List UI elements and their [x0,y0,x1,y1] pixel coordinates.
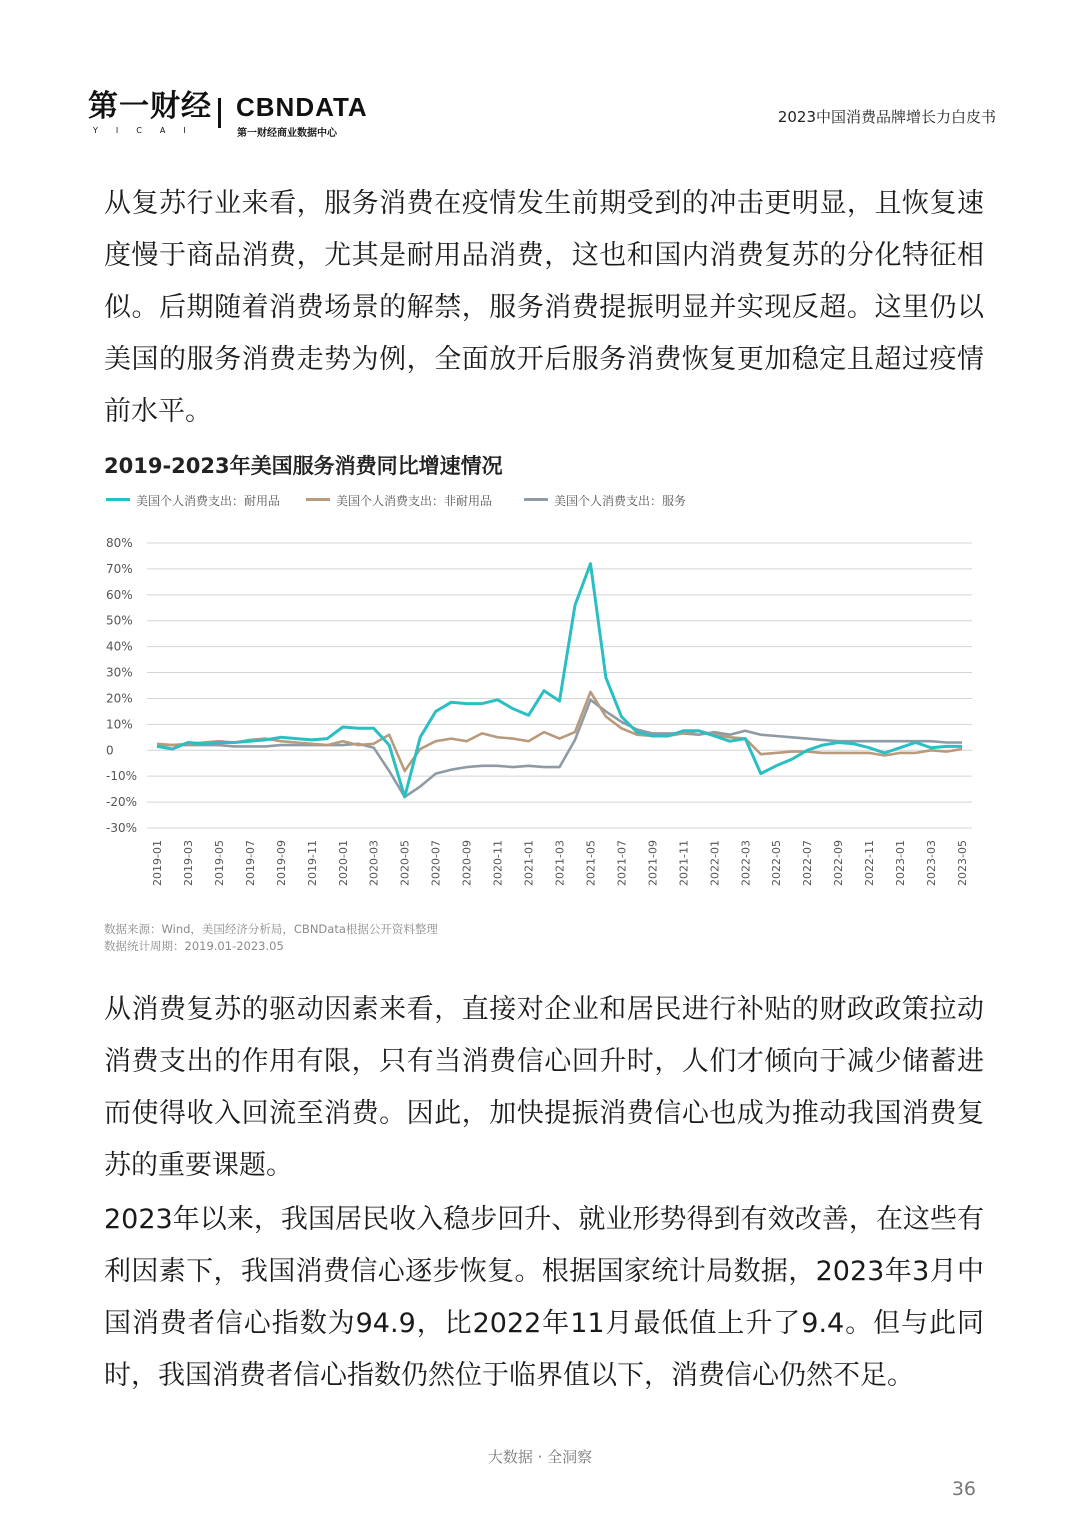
x-tick-label: 2023-03 [925,840,939,886]
x-tick-label: 2022-05 [770,840,784,886]
legend-label-nondurable: 美国个人消费支出：非耐用品 [336,494,493,508]
x-tick-label: 2022-07 [801,840,815,886]
yicai-logo: 第一财经 [88,89,212,124]
x-tick-label: 2019-07 [243,840,257,886]
y-tick-label: -30% [106,821,138,835]
paragraph-confidence: 2023年以来，我国居民收入稳步回升、就业形势得到有效改善，在这些有利因素下，我国消费信心逐步恢复。根据国家统计局数据，2023年3月中国消费者信心指数为94.9，比2022年11月最低值上升了9.4。但与此同时，我国消费者信心指数仍然位于临界值以下，消费信心仍然不足。 [104,1204,984,1391]
chart-source [104,921,438,955]
x-tick-label: 2021-03 [553,840,567,886]
paragraph-drivers: 从消费复苏的驱动因素来看，直接对企业和居民进行补贴的财政政策拉动消费支出的作用有限，只有当消费信心回升时，人们才倾向于减少储蓄进而使得收入回流至消费。因此，加快提振消费信心也成为推动我国消费复苏的重要课题。 [104,994,984,1181]
cbndata-logo-subtitle: 第一财经商业数据中心 [237,128,337,139]
legend-item-durable [106,492,280,509]
chart-title: 2019-2023年美国服务消费同比增速情况 [104,454,503,478]
x-tick-label: 2019-05 [212,840,226,886]
cbndata-logo: CBNDATA [236,92,368,122]
x-tick-label: 2020-07 [429,840,443,886]
legend-item-nondurable [306,492,492,509]
legend-item-services [524,492,686,509]
x-tick-label: 2021-09 [646,840,660,886]
x-tick-label: 2019-03 [181,840,195,886]
x-tick-label: 2019-09 [274,840,288,886]
page-number: 36 [951,1478,976,1500]
y-tick-label: 50% [106,613,133,628]
series-line-services [157,700,962,797]
x-tick-label: 2022-11 [863,840,877,886]
x-tick-label: 2021-07 [615,840,629,886]
y-tick-label: 40% [106,639,133,654]
x-tick-label: 2019-01 [151,840,164,886]
y-tick-label: 10% [106,717,133,732]
y-tick-label: -20% [106,795,138,810]
x-tick-label: 2021-11 [677,840,691,886]
period-line: 数据统计周期：2019.01-2023.05 [104,939,284,953]
x-tick-label: 2022-03 [739,840,753,886]
yicai-logo-subtitle: YICAI [93,126,204,135]
x-tick-label: 2020-01 [336,840,350,886]
legend-swatch-services [524,498,548,501]
logo-divider [218,98,221,128]
y-tick-label: 70% [106,561,133,576]
legend-label-durable: 美国个人消费支出：耐用品 [136,494,281,508]
x-tick-label: 2022-01 [708,840,722,886]
legend-swatch-nondurable [306,498,330,501]
x-tick-label: 2022-09 [832,840,846,886]
y-tick-label: 0 [106,743,114,758]
footer-tagline: 大数据 · 全洞察 [487,1448,593,1466]
legend-swatch-durable [106,498,130,501]
y-tick-label: 30% [106,665,133,680]
x-tick-label: 2023-01 [894,840,908,886]
legend-label-services: 美国个人消费支出：服务 [554,494,687,508]
document-title: 2023中国消费品牌增长力白皮书 [777,108,996,126]
y-tick-label: -10% [106,769,138,784]
x-tick-label: 2020-03 [367,840,381,886]
x-tick-label: 2023-05 [956,840,969,886]
y-tick-label: 80% [106,536,133,550]
x-tick-label: 2019-11 [305,840,319,886]
x-tick-label: 2020-05 [398,840,412,886]
series-line-durable [157,564,962,797]
line-chart [0,520,1080,912]
series-line-nondurable [157,692,962,771]
x-tick-label: 2020-09 [460,840,474,886]
y-tick-label: 20% [106,691,133,706]
x-tick-label: 2020-11 [491,840,505,886]
page-header [0,0,1080,150]
x-tick-label: 2021-01 [522,840,536,886]
source-line: 数据来源：Wind，美国经济分析局，CBNData根据公开资料整理 [104,922,438,936]
y-tick-label: 60% [106,587,133,602]
paragraph-service-recovery: 从复苏行业来看，服务消费在疫情发生前期受到的冲击更明显，且恢复速度慢于商品消费，尤其是耐用品消费，这也和国内消费复苏的分化特征相似。后期随着消费场景的解禁，服务消费提振明显并实现反超。这里仍以美国的服务消费走势为例，全面放开后服务消费恢复更加稳定且超过疫情前水平。 [104,188,984,427]
x-tick-label: 2021-05 [584,840,598,886]
